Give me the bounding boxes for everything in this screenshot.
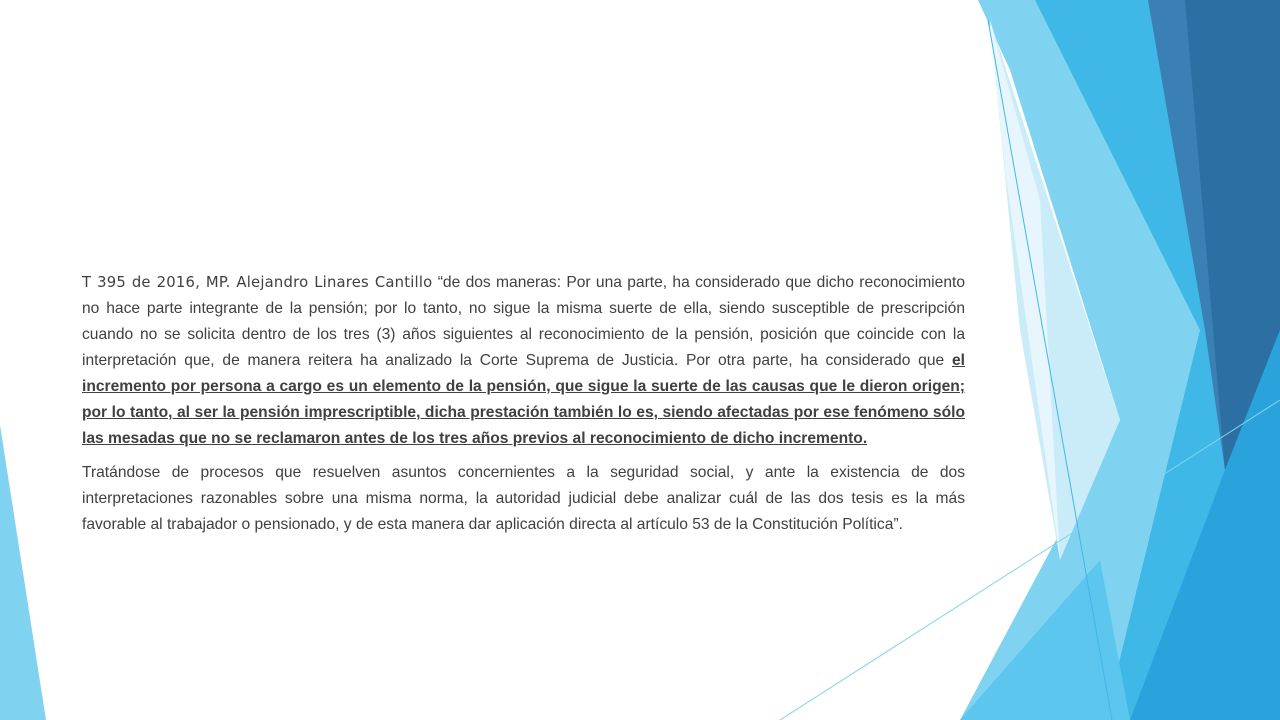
paragraph-1 <box>82 270 965 452</box>
emphasized-text: el incremento por persona a cargo es un elemento de la pensión, que sigue la suerte de las causas que le dieron origen; por lo tanto, al ser la pensión imprescriptible, dicha prestación también lo es, siendo afectadas por ese fenómeno sólo las mesadas que no se reclamaron antes de los tres años previos al reconocimiento de dicho incremento. <box>82 352 965 447</box>
left-edge-shape <box>0 425 46 720</box>
paragraph-2: Tratándose de procesos que resuelven asuntos concernientes a la seguridad social, y ante la existencia de dos interpretaciones razonables sobre una misma norma, la autoridad judicial debe analizar cuál de las dos tesis es la más favorable al trabajador o pensionado, y de esta manera dar aplicación directa al artículo 53 de la Constitución Política”. <box>82 464 965 533</box>
case-citation: T 395 de 2016, MP. Alejandro Linares Cantillo <box>82 274 433 291</box>
slide-body-text <box>82 270 965 538</box>
paragraph-1-text: “de dos maneras: Por una parte, ha considerado que dicho reconocimiento no hace parte integrante de la pensión; por lo tanto, no sigue la misma suerte de ella, siendo susceptible de prescripción cuando no se solicita dentro de los tres (3) años siguientes al reconocimiento de la pensión, posición que coincide con la interpretación que, de manera reitera ha analizado la Corte Suprema de Justicia. Por otra parte, ha considerado que <box>82 274 965 369</box>
